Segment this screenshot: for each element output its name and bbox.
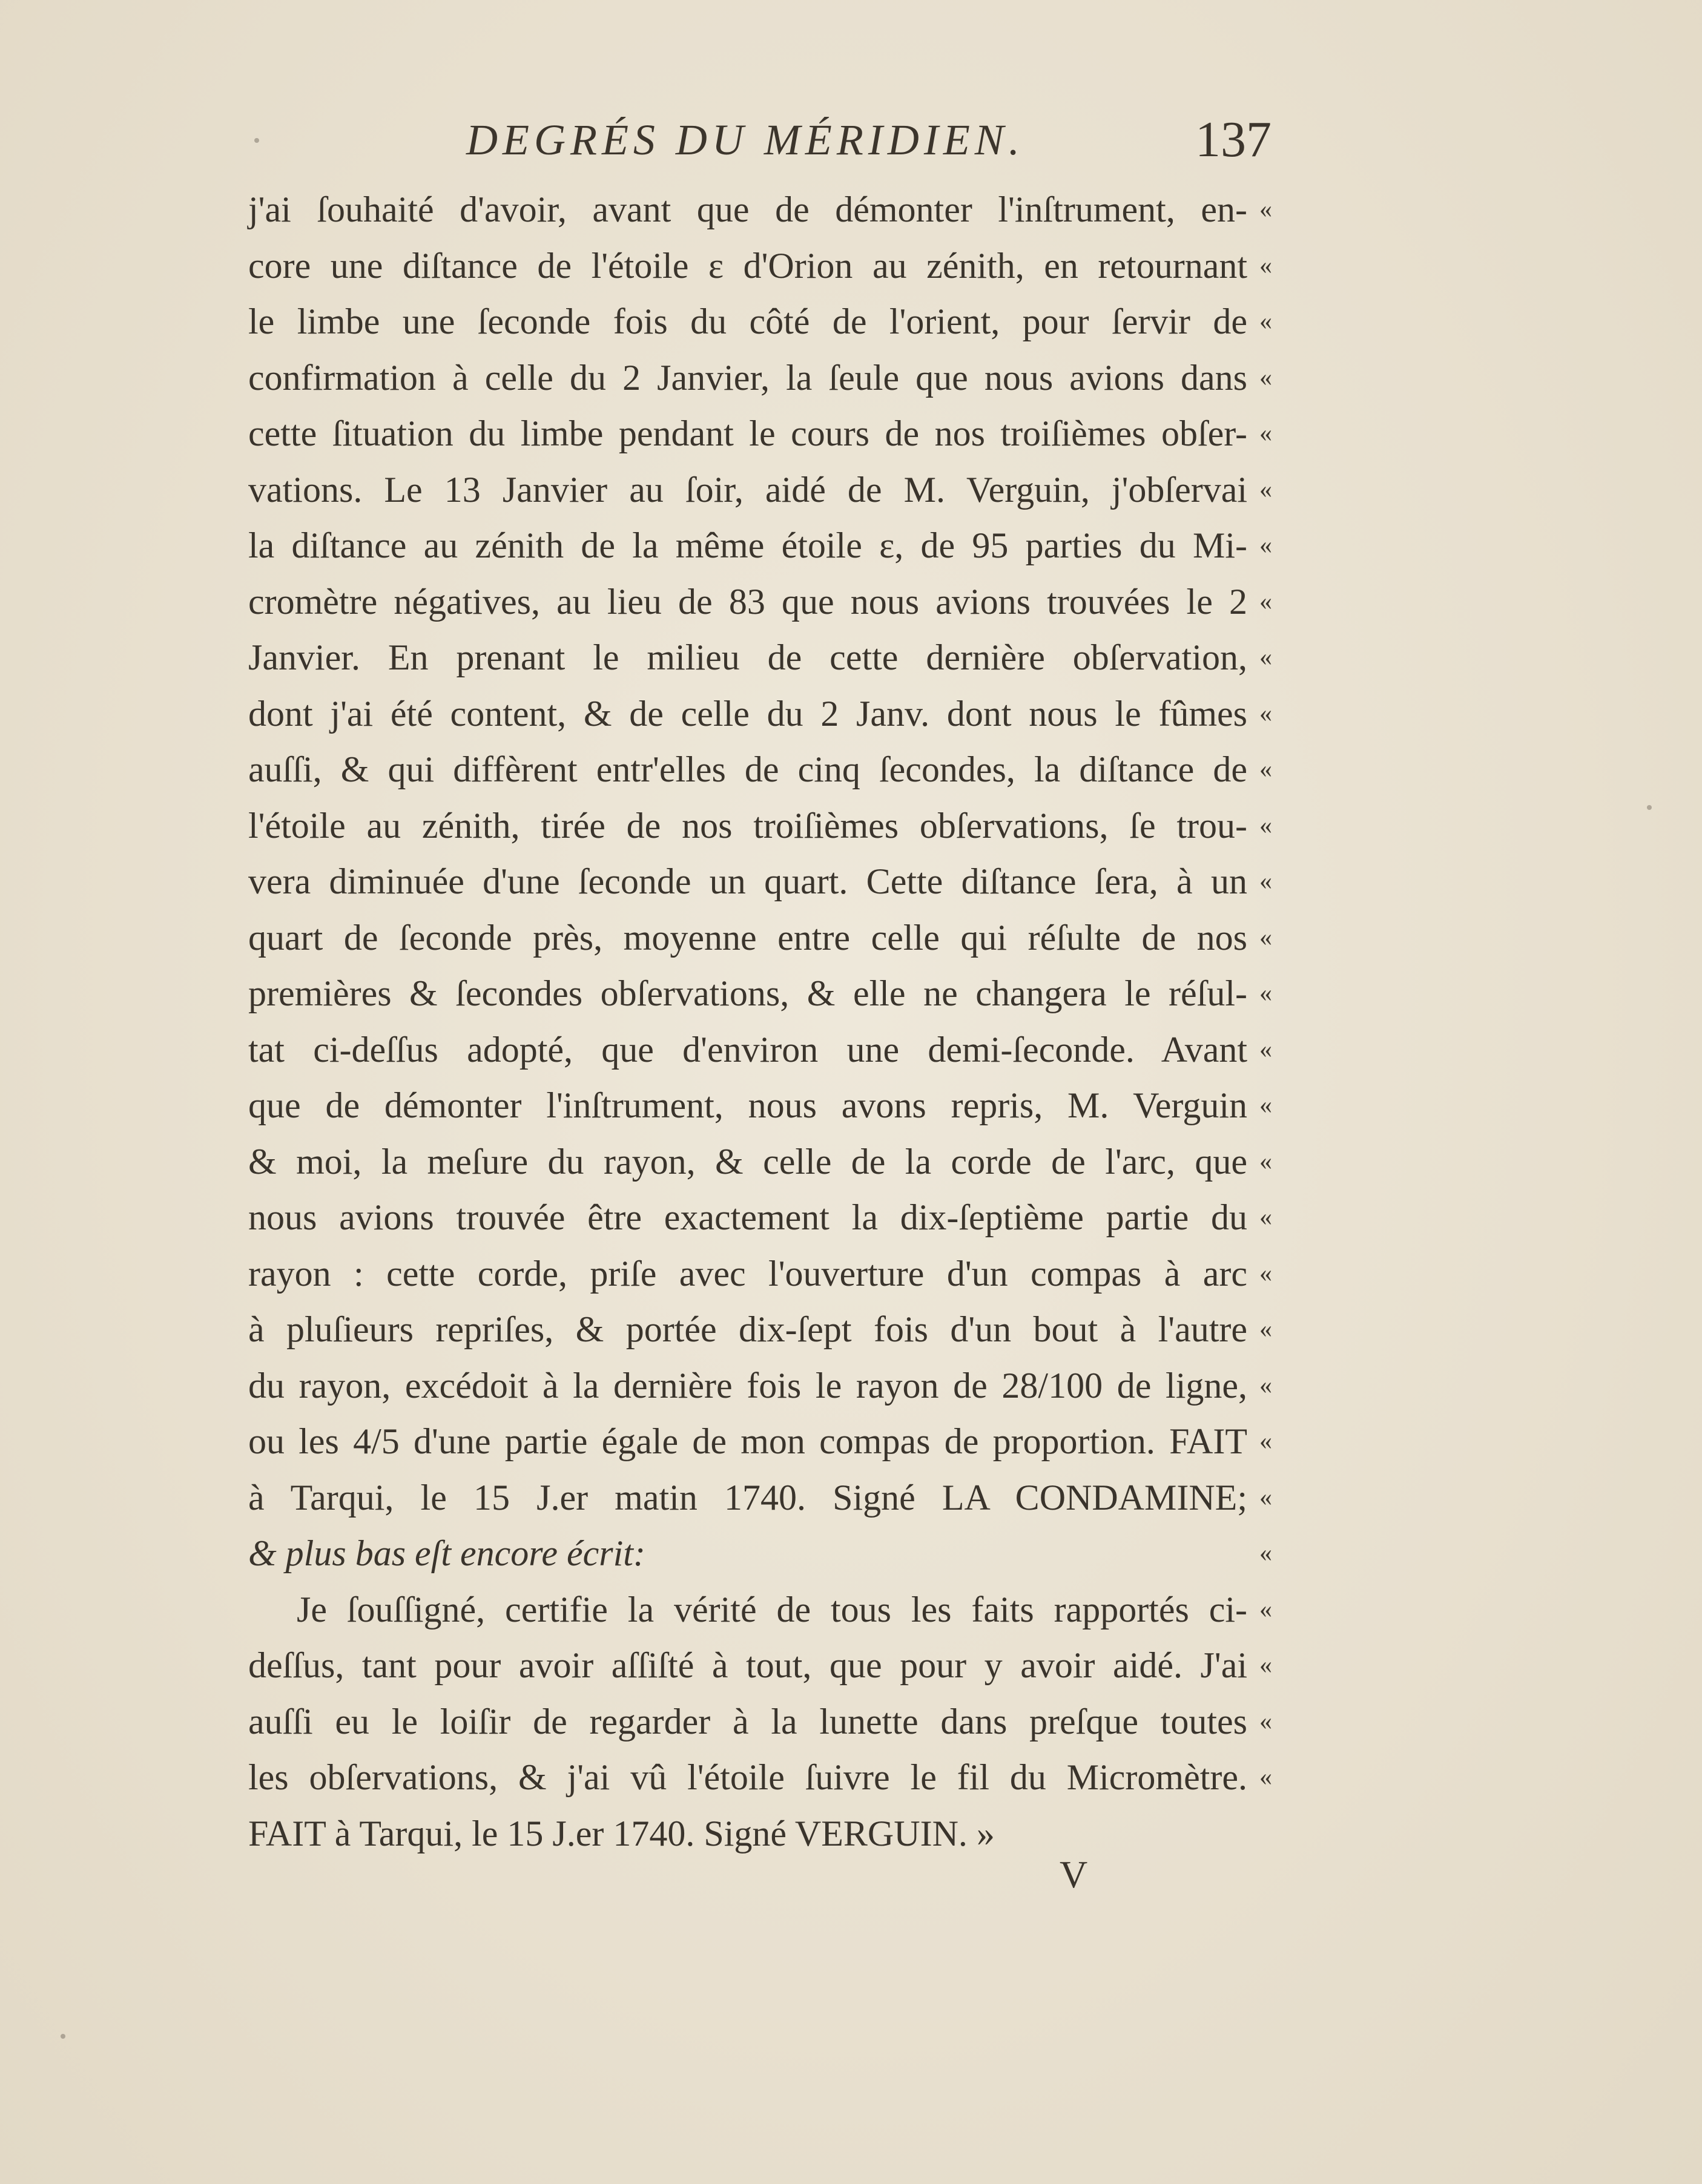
text-line: confirmation à celle du 2 Janvier, la ſeule que nous avions dans <box>248 357 1247 398</box>
text-line: FAIT à Tarqui, le 15 J.er 1740. Signé VERGUIN. » <box>248 1813 995 1853</box>
paper-speck <box>1647 805 1652 810</box>
text-line: les obſervations, & j'ai vû l'étoile ſuivre le fil du Micromètre. <box>248 1757 1247 1797</box>
quote-mark: « <box>1259 1371 1272 1400</box>
text-line: tat ci-deſſus adopté, que d'environ une demi-ſeconde. Avant <box>248 1029 1247 1070</box>
quote-mark: « <box>1259 251 1272 280</box>
text-line: auſſi eu le loiſir de regarder à la lunette dans preſque toutes <box>248 1701 1247 1742</box>
quote-mark: « <box>1259 1707 1272 1735</box>
text-line: deſſus, tant pour avoir aſſiſté à tout, que pour y avoir aidé. J'ai <box>248 1645 1247 1685</box>
text-line: l'étoile au zénith, tirée de nos troiſièmes obſervations, ſe trou- <box>248 805 1247 846</box>
quote-mark: « <box>1259 1539 1272 1567</box>
quote-mark: « <box>1259 1203 1272 1231</box>
quote-mark: « <box>1259 811 1272 840</box>
page-header <box>242 111 1272 182</box>
quote-mark: « <box>1259 867 1272 895</box>
quote-mark: « <box>1259 531 1272 559</box>
text-line: j'ai ſouhaité d'avoir, avant que de démonter l'inſtrument, en- <box>248 189 1247 229</box>
text-line: à pluſieurs repriſes, & portée dix-ſept fois d'un bout à l'autre <box>248 1309 1247 1349</box>
text-line: premières & ſecondes obſervations, & elle ne changera le réſul- <box>248 973 1247 1013</box>
text-line: & moi, la meſure du rayon, & celle de la corde de l'arc, que <box>248 1141 1247 1182</box>
quote-mark: « <box>1259 1483 1272 1511</box>
text-line: ou les 4/5 d'une partie égale de mon compas de proportion. FAIT <box>248 1421 1247 1461</box>
text-line: à Tarqui, le 15 J.er matin 1740. Signé LA CONDAMINE; <box>248 1477 1247 1518</box>
running-head: DEGRÉS DU MÉRIDIEN. <box>466 116 1024 164</box>
text-line: vera diminuée d'une ſeconde un quart. Cette diſtance ſera, à un <box>248 861 1247 901</box>
quote-mark: « <box>1259 1595 1272 1623</box>
quote-mark: « <box>1259 1259 1272 1288</box>
quote-mark: « <box>1259 1147 1272 1176</box>
text-line: le limbe une ſeconde fois du côté de l'orient, pour ſervir de <box>248 301 1247 341</box>
quote-mark: « <box>1259 363 1272 392</box>
text-line: vations. Le 13 Janvier au ſoir, aidé de M. Verguin, j'obſervai <box>248 469 1247 510</box>
quote-mark: « <box>1259 699 1272 728</box>
text-line: auſſi, & qui diffèrent entr'elles de cinq ſecondes, la diſtance de <box>248 749 1247 789</box>
page-number: 137 <box>1195 111 1272 168</box>
quote-mark: « <box>1259 419 1272 447</box>
body-text <box>248 182 1247 1861</box>
quote-mark: « <box>1259 923 1272 952</box>
paper-speck <box>254 138 259 143</box>
text-line: & plus bas eſt encore écrit: <box>248 1533 645 1573</box>
text-line: dont j'ai été content, & de celle du 2 Janv. dont nous le fûmes <box>248 693 1247 734</box>
text-line: du rayon, excédoit à la dernière fois le rayon de 28/100 de ligne, <box>248 1365 1247 1406</box>
quote-mark: « <box>1259 1763 1272 1791</box>
quote-mark: « <box>1259 1091 1272 1119</box>
quote-mark: « <box>1259 643 1272 671</box>
quote-mark: « <box>1259 587 1272 616</box>
quote-mark: « <box>1259 1651 1272 1679</box>
quote-mark: « <box>1259 1035 1272 1064</box>
quote-mark: « <box>1259 755 1272 783</box>
quote-mark: « <box>1259 308 1272 335</box>
text-line: Janvier. En prenant le milieu de cette dernière obſervation, <box>248 637 1247 677</box>
text-line: rayon : cette corde, priſe avec l'ouverture d'un compas à arc <box>248 1253 1247 1294</box>
quote-mark: « <box>1259 1315 1272 1343</box>
quote-mark: « <box>1259 196 1272 223</box>
quotation-marks-column <box>1259 182 1296 1806</box>
text-line: cette ſituation du limbe pendant le cours de nos troiſièmes obſer- <box>248 413 1247 453</box>
text-line: la diſtance au zénith de la même étoile ε, de 95 parties du Mi- <box>248 525 1247 565</box>
text-line: quart de ſeconde près, moyenne entre celle qui réſulte de nos <box>248 917 1247 958</box>
quote-mark: « <box>1259 979 1272 1007</box>
text-line: cromètre négatives, au lieu de 83 que nous avions trouvées le 2 <box>248 581 1247 622</box>
text-line: core une diſtance de l'étoile ε d'Orion au zénith, en retournant <box>248 245 1247 286</box>
paper-speck <box>61 2034 65 2039</box>
quote-mark: « <box>1259 1427 1272 1455</box>
signature-mark: V <box>1060 1853 1088 1896</box>
text-line: nous avions trouvée être exactement la dix-ſeptième partie du <box>248 1197 1247 1237</box>
quote-mark: « <box>1259 475 1272 504</box>
text-line: que de démonter l'inſtrument, nous avons repris, M. Verguin <box>248 1085 1247 1125</box>
text-line: Je ſouſſigné, certifie la vérité de tous les faits rapportés ci- <box>297 1589 1247 1630</box>
